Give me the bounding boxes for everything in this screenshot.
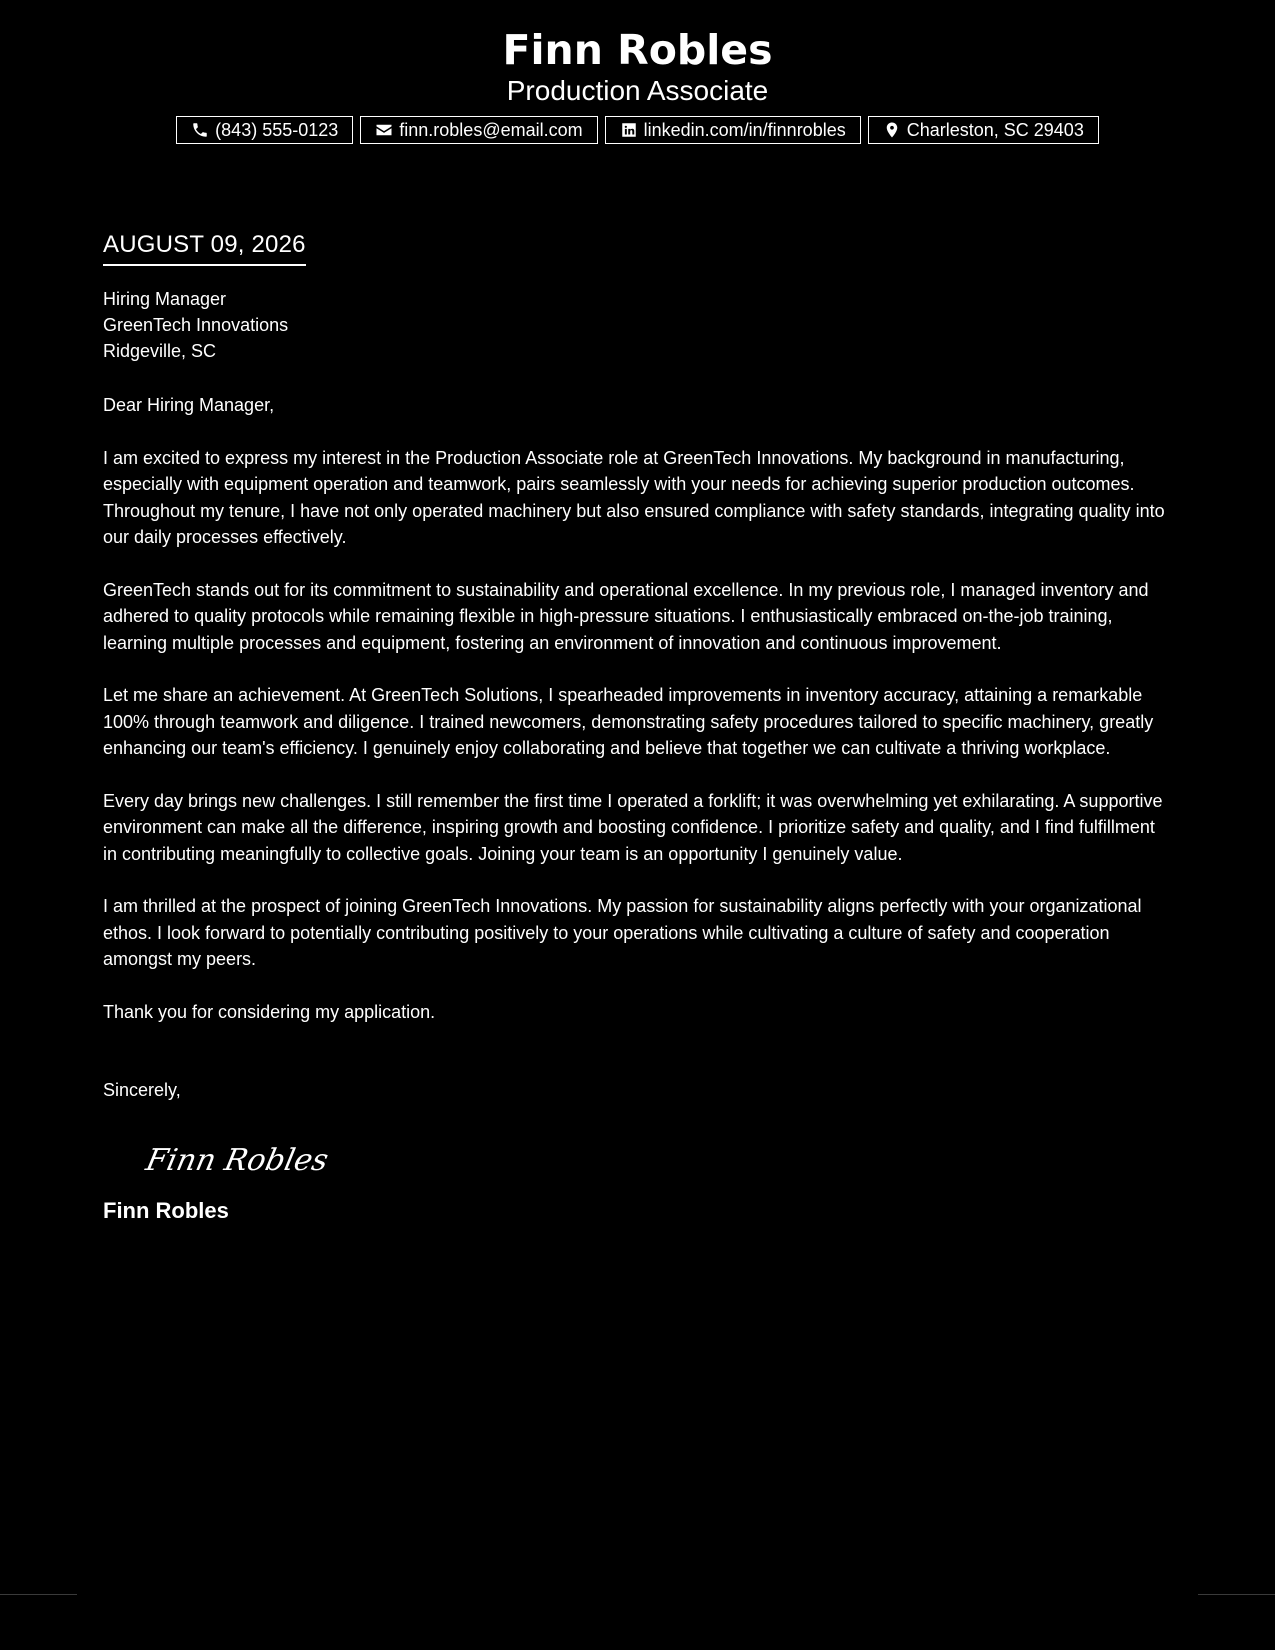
footer-divider-right (1198, 1594, 1275, 1595)
linkedin-icon (620, 121, 638, 139)
contact-phone-text: (843) 555-0123 (215, 119, 339, 140)
contact-phone[interactable] (176, 116, 353, 144)
letter-body (103, 228, 1173, 1224)
signer-name: Finn Robles (103, 1197, 229, 1223)
letter-header (0, 0, 1275, 144)
body-paragraph: Thank you for considering my application. (103, 1001, 436, 1022)
recipient-block (103, 286, 1173, 364)
signature-image (143, 1130, 1173, 1190)
contact-email-text: finn.robles@email.com (399, 119, 583, 140)
contact-email[interactable] (360, 116, 597, 144)
signature-text: Finn Robles (143, 1142, 332, 1178)
contact-bar (0, 116, 1275, 144)
body-paragraph: Let me share an achievement. At GreenTech Solutions, I spearheaded improvements in inventory accuracy, attaining a remarkable 100% through teamwork and diligence. I trained newcomers, demonstrating safety procedures tailored to specific machinery, greatly enhancing our team's efficiency. I genuinely enjoy collaborating and believe that together we can cultivate a thriving workplace. (103, 685, 1154, 758)
body-paragraph: I am thrilled at the prospect of joining GreenTech Innovations. My passion for sustainability aligns perfectly with your organizational ethos. I look forward to potentially contributing positively to your operations while cultivating a culture of safety and cooperation amongst my peers. (103, 896, 1142, 969)
salutation: Dear Hiring Manager, (103, 395, 275, 415)
recipient-line: Hiring Manager (103, 289, 227, 309)
footer-divider-left (0, 1594, 77, 1595)
contact-location-text: Charleston, SC 29403 (906, 119, 1084, 140)
phone-icon (191, 121, 209, 139)
closing: Sincerely, (103, 1080, 181, 1100)
contact-location[interactable] (868, 116, 1099, 144)
handwritten-signature (143, 1130, 343, 1190)
body-paragraph: GreenTech stands out for its commitment to sustainability and operational excellence. In my previous role, I managed inventory and adhered to quality protocols while remaining flexible in high-pressure situations. I enthusiastically embraced on-the-job training, learning multiple processes and equipment, fostering an environment of innovation and continuous improvement. (103, 579, 1149, 653)
recipient-line: GreenTech Innovations (103, 315, 289, 335)
envelope-icon (375, 121, 393, 139)
contact-linkedin-text: linkedin.com/in/finnrobles (643, 119, 846, 140)
map-marker-icon (883, 121, 901, 139)
body-paragraph: Every day brings new challenges. I still remember the first time I operated a forklift; it was overwhelming yet exhilarating. A supportive environment can make all the difference, inspiring growth and boosting confidence. I prioritize safety and quality, and I find fulfillment in contributing meaningfully to collective goals. Joining your team is an opportunity I genuinely value. (103, 790, 1163, 864)
applicant-name: Finn Robles (502, 26, 773, 74)
recipient-line: Ridgeville, SC (103, 341, 217, 361)
applicant-title: Production Associate (506, 75, 769, 106)
body-paragraph: I am excited to express my interest in the Production Associate role at GreenTech Innovations. My background in manufacturing, especially with equipment operation and teamwork, pairs seamlessly with your needs for achieving superior production outcomes. Throughout my tenure, I have not only operated machinery but also ensured compliance with safety standards, integrating quality into our daily processes effectively. (103, 447, 1165, 547)
contact-linkedin[interactable] (605, 116, 861, 144)
letter-date: AUGUST 09, 2026 (103, 228, 306, 266)
